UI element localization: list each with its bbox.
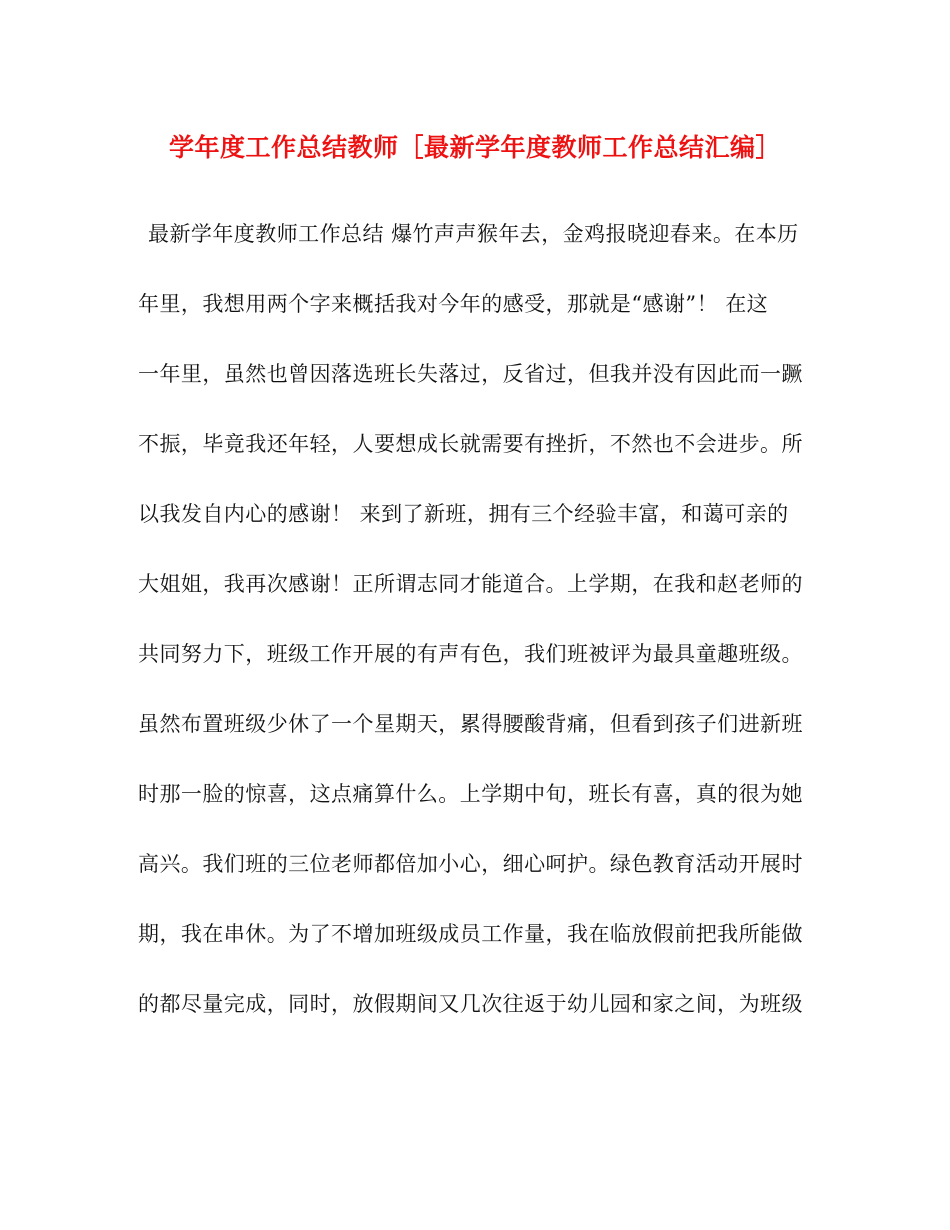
body-line: 大姐姐，我再次感谢！正所谓志同才能道合。上学期，在我和赵老师的: [138, 572, 803, 596]
document-title: 学年度工作总结教师［最新学年度教师工作总结汇编］: [168, 133, 781, 162]
body-line: 最新学年度教师工作总结 爆竹声声猴年去，金鸡报晓迎春来。在本历: [148, 222, 799, 246]
body-line: 以我发自内心的感谢！ 来到了新班，拥有三个经验丰富，和蔼可亲的: [138, 502, 789, 526]
body-line: 高兴。我们班的三位老师都倍加小心，细心呵护。绿色教育活动开展时: [138, 852, 803, 876]
body-line: 虽然布置班级少休了一个星期天，累得腰酸背痛，但看到孩子们进新班: [138, 712, 803, 736]
body-line: 的都尽量完成，同时，放假期间又几次往返于幼儿园和家之间，为班级: [138, 992, 803, 1016]
body-line: 时那一脸的惊喜，这点痛算什么。上学期中旬，班长有喜，真的很为她: [138, 782, 803, 806]
body-line: 不振，毕竟我还年轻，人要想成长就需要有挫折，不然也不会进步。所: [138, 432, 803, 456]
body-line: 年里，我想用两个字来概括我对今年的感受，那就是“感谢”！ 在这: [138, 292, 769, 316]
body-line: 期，我在串休。为了不增加班级成员工作量，我在临放假前把我所能做: [138, 922, 803, 946]
body-line: 共同努力下，班级工作开展的有声有色，我们班被评为最具童趣班级。: [138, 642, 803, 666]
document-body: [138, 210, 818, 1050]
body-line: 一年里，虽然也曾因落选班长失落过，反省过，但我并没有因此而一蹶: [138, 362, 803, 386]
